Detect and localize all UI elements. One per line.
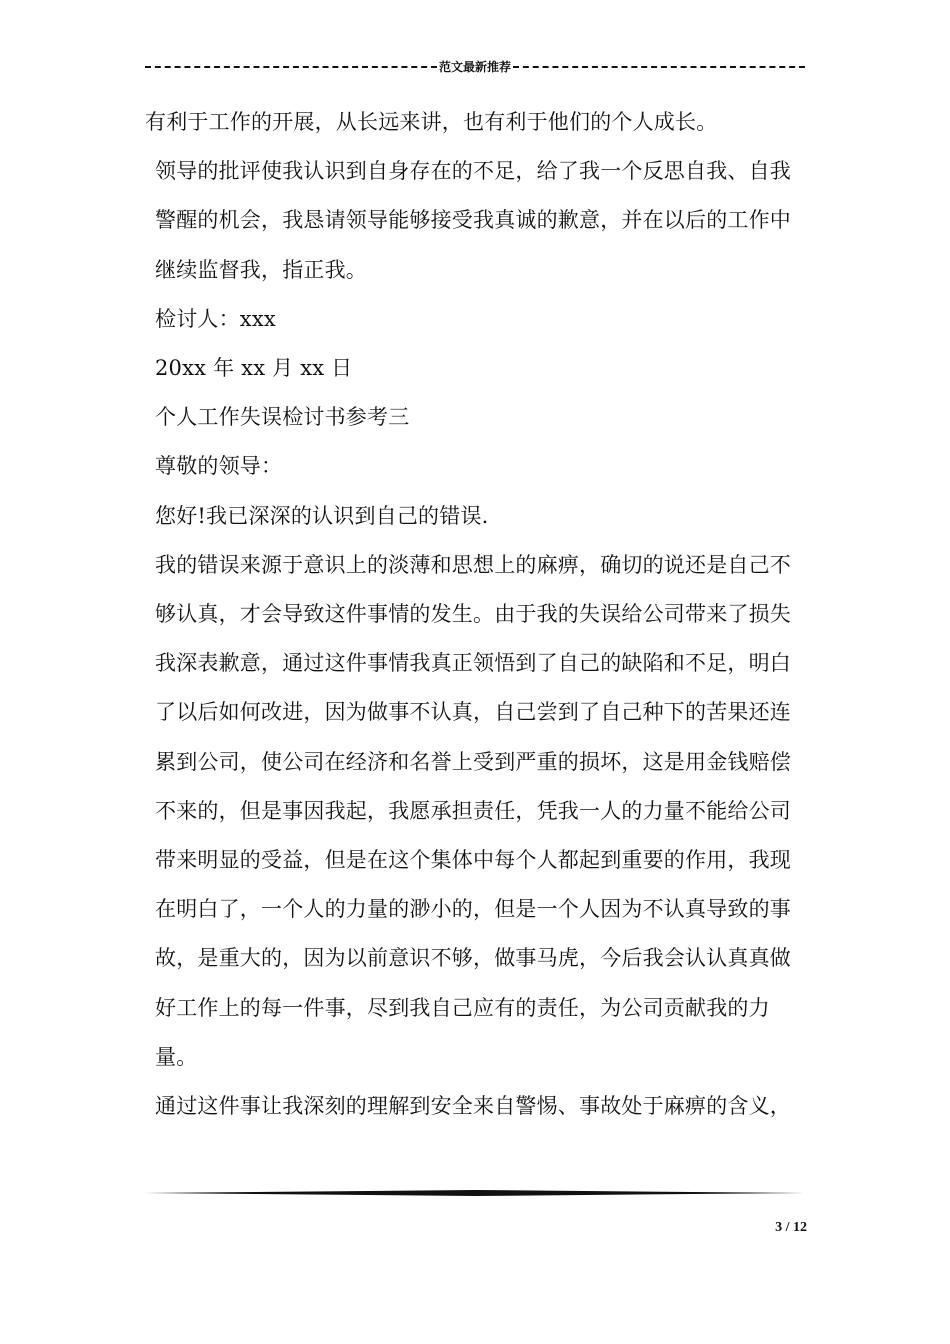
date-line: 20xx 年 xx 月 xx 日 <box>155 356 353 381</box>
header-dash-right <box>513 66 805 68</box>
page-header <box>145 58 805 75</box>
signature-line: 检讨人：xxx <box>155 306 276 331</box>
section-title: 个人工作失误检讨书参考三 <box>155 405 410 430</box>
salutation: 尊敬的领导： <box>155 454 283 479</box>
header-title: 范文最新推荐 <box>439 60 512 74</box>
header-dash-left <box>145 66 437 68</box>
paragraph: 领导的批评使我认识到自身存在的不足，给了我一个反思自我、自我警醒的机会，我恳请领导能够接受我真诚的歉意，并在以后的工作中继续监督我，指正我。 <box>155 159 791 282</box>
document-body <box>145 98 810 1131</box>
paragraph: 我的错误来源于意识上的淡薄和思想上的麻痹，确切的说还是自己不够认真，才会导致这件事情的发生。由于我的失误给公司带来了损失我深表歉意，通过这件事情我真正领悟到了自己的缺陷和不足，明白了以后如何改进，因为做事不认真，自己尝到了自己种下的苦果还连累到公司，使公司在经济和名誉上受到严重的损坏，这是用金钱赔偿不来的，但是事因我起，我愿承担责任，凭我一人的力量不能给公司带来明显的受益，但是在这个集体中每个人都起到重要的作用，我现在明白了，一个人的力量的渺小的，但是一个人因为不认真导致的事故，是重大的，因为以前意识不够，做事马虎，今后我会认认真真做好工作上的每一件事，尽到我自己应有的责任，为公司贡献我的力量。 <box>155 552 791 1069</box>
paragraph: 通过这件事让我深刻的理解到安全来自警惕、事故处于麻痹的含义， <box>155 1094 791 1119</box>
page-number: 3 / 12 <box>775 1220 807 1235</box>
paragraph: 您好!我已深深的认识到自己的错误. <box>155 503 489 528</box>
paragraph: 有利于工作的开展，从长远来讲，也有利于他们的个人成长。 <box>145 110 718 134</box>
footer-rule <box>145 1190 805 1196</box>
